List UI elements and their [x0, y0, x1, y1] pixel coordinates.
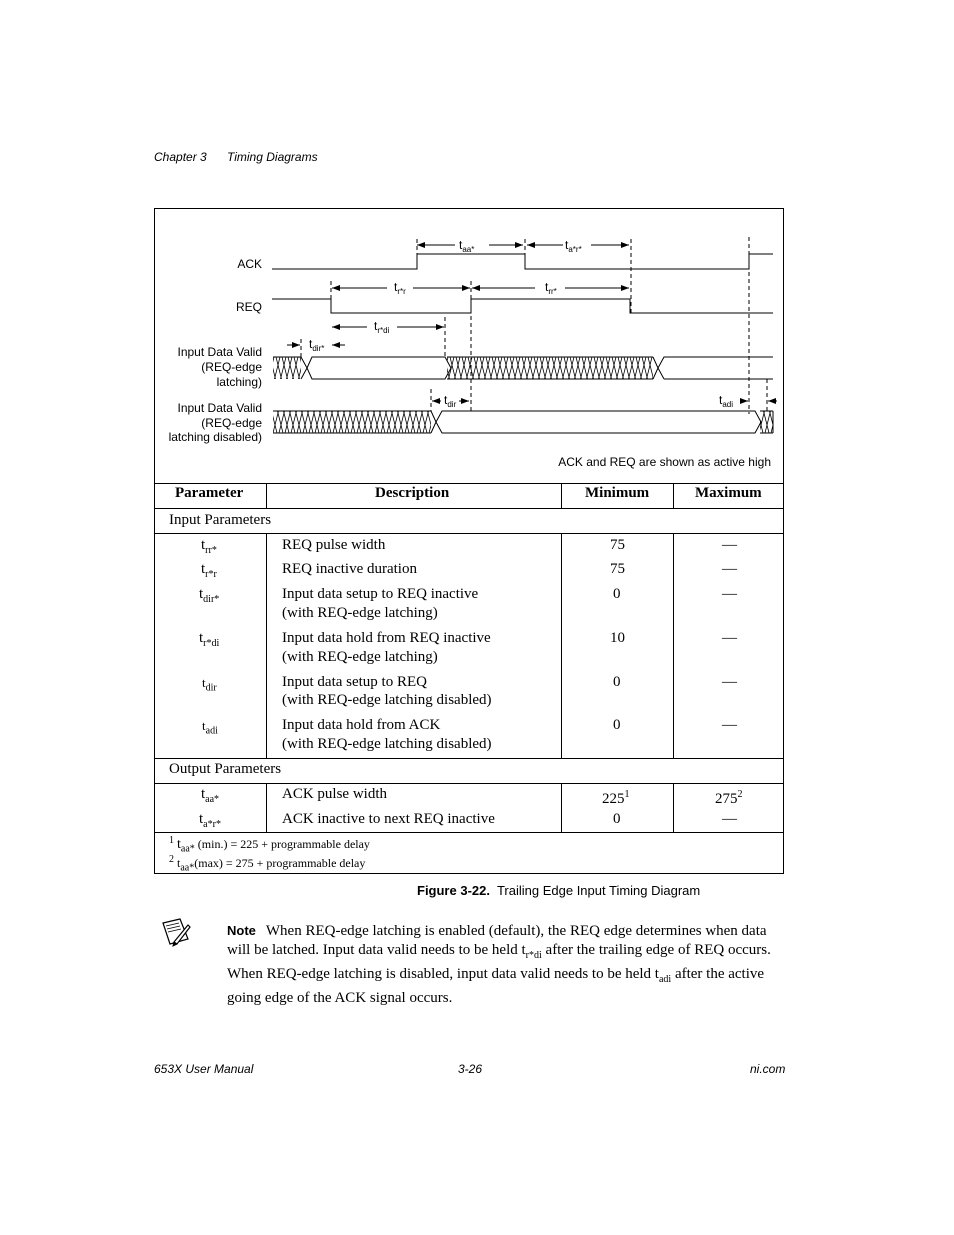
- desc-cell-2: (with REQ-edge latching): [282, 605, 438, 621]
- footnote-1: $^1$ $t_{aa*}$ (min.) = 225 + programmable delay: [169, 835, 370, 855]
- col-divider: [266, 783, 267, 832]
- data1-waveform: [273, 357, 773, 379]
- min-cell: 0: [613, 717, 621, 733]
- header-bottom-line: [155, 508, 783, 509]
- header-section: Timing Diagrams: [227, 150, 318, 164]
- param-cell: $t_{r*di}$: [199, 630, 220, 649]
- max-cell: —: [722, 811, 737, 827]
- note-paragraph: Note When REQ-edge latching is enabled (default), the REQ edge determines when data will be latched. Input data valid needs to be held $t_{r*di}$ after the trailing edge of REQ occurs. When REQ-edge latching is disabled, input data valid needs to be held $t_{adi}$ after the active going edge of the ACK signal occurs.: [227, 923, 771, 1006]
- max-cell: —: [722, 630, 737, 646]
- output-section-line: [155, 783, 783, 784]
- col-divider: [673, 783, 674, 832]
- data2-waveform: [273, 411, 773, 433]
- desc-cell-2: (with REQ-edge latching disabled): [282, 736, 492, 752]
- input-section-line: [155, 533, 783, 534]
- max-cell: $275^2$: [715, 789, 743, 807]
- param-cell: $t_{rr*}$: [201, 537, 217, 556]
- data2-label-2: (REQ-edge: [201, 416, 262, 430]
- req-waveform: [272, 299, 773, 313]
- desc-cell-2: (with REQ-edge latching disabled): [282, 692, 492, 708]
- tadi-label: $t_{adi}$: [719, 393, 734, 409]
- diagram-note: ACK and REQ are shown as active high: [558, 455, 771, 469]
- data1-label-2: (REQ-edge: [201, 360, 262, 374]
- max-cell: —: [722, 586, 737, 602]
- max-cell: —: [722, 561, 737, 577]
- max-cell: —: [722, 717, 737, 733]
- ack-label: ACK: [237, 257, 262, 271]
- desc-cell: ACK inactive to next REQ inactive: [282, 811, 495, 827]
- taa-label: $t_{aa*}$: [459, 238, 475, 254]
- min-cell: 75: [610, 537, 625, 553]
- timing-guides: [301, 237, 767, 414]
- min-cell: 10: [610, 630, 625, 646]
- col-divider: [673, 533, 674, 758]
- th-maximum: Maximum: [695, 485, 762, 501]
- footnote-2: $^2$ $t_{aa*}(\max) = 275$ + programmable delay: [169, 854, 366, 874]
- data1-label-3: latching): [216, 375, 262, 389]
- param-cell: $t_{aa*}$: [201, 786, 220, 805]
- min-cell: 0: [613, 674, 621, 690]
- data2-label-3: latching disabled): [168, 430, 262, 444]
- param-cell: $t_{dir*}$: [199, 586, 220, 605]
- input-section-label: Input Parameters: [169, 512, 272, 528]
- figure-caption: Figure 3-22. Trailing Edge Input Timing Diagram: [417, 883, 701, 898]
- th-description: Description: [375, 485, 450, 501]
- th-parameter: Parameter: [175, 485, 244, 501]
- tar-label: $t_{a*r*}$: [565, 238, 582, 254]
- param-cell: $t_{adi}$: [202, 718, 218, 737]
- col-divider: [673, 483, 674, 508]
- col-divider: [266, 533, 267, 758]
- note-label: Note: [227, 923, 256, 938]
- desc-cell: Input data hold from ACK: [282, 717, 441, 733]
- timing-diagram: [155, 209, 785, 484]
- param-cell: $t_{dir}$: [202, 675, 217, 694]
- desc-cell: Input data hold from REQ inactive: [282, 630, 491, 646]
- data2-label-1: Input Data Valid: [177, 401, 262, 415]
- col-divider: [561, 483, 562, 508]
- desc-cell-2: (with REQ-edge latching): [282, 649, 438, 665]
- trr-label: $t_{rr*}$: [545, 280, 557, 296]
- desc-cell: REQ inactive duration: [282, 561, 417, 577]
- figure-box: [154, 208, 784, 874]
- input-end-line: [155, 758, 783, 759]
- desc-cell: REQ pulse width: [282, 537, 386, 553]
- th-minimum: Minimum: [585, 485, 650, 501]
- output-end-line: [155, 832, 783, 833]
- param-cell: $t_{r*r}$: [201, 561, 217, 580]
- tdir-label: $t_{dir}$: [444, 393, 457, 409]
- min-cell: $225^1$: [602, 789, 630, 807]
- col-divider: [561, 533, 562, 758]
- min-cell: 75: [610, 561, 625, 577]
- footer-page: 3-26: [458, 1062, 483, 1076]
- req-label: REQ: [235, 300, 262, 314]
- desc-cell: Input data setup to REQ: [282, 674, 427, 690]
- footer-manual: 653X User Manual: [154, 1062, 254, 1076]
- col-divider: [561, 783, 562, 832]
- trdi-label: $t_{r*di}$: [374, 319, 390, 335]
- header-chapter: Chapter 3: [154, 150, 207, 164]
- tdir-star-label: $t_{dir*}$: [309, 337, 325, 353]
- min-cell: 0: [613, 586, 621, 602]
- max-cell: —: [722, 674, 737, 690]
- desc-cell: Input data setup to REQ inactive: [282, 586, 479, 602]
- col-divider: [266, 483, 267, 508]
- footer-site: ni.com: [750, 1062, 786, 1076]
- desc-cell: ACK pulse width: [282, 786, 387, 802]
- table-top-line: [155, 483, 783, 484]
- ack-waveform: [272, 254, 773, 269]
- max-cell: —: [722, 537, 737, 553]
- param-cell: $t_{a*r*}$: [199, 811, 221, 830]
- data1-label-1: Input Data Valid: [177, 345, 262, 359]
- min-cell: 0: [613, 811, 621, 827]
- trr-r-label: $t_{r*r}$: [394, 280, 406, 296]
- output-section-label: Output Parameters: [169, 761, 282, 777]
- note-icon: [160, 917, 192, 947]
